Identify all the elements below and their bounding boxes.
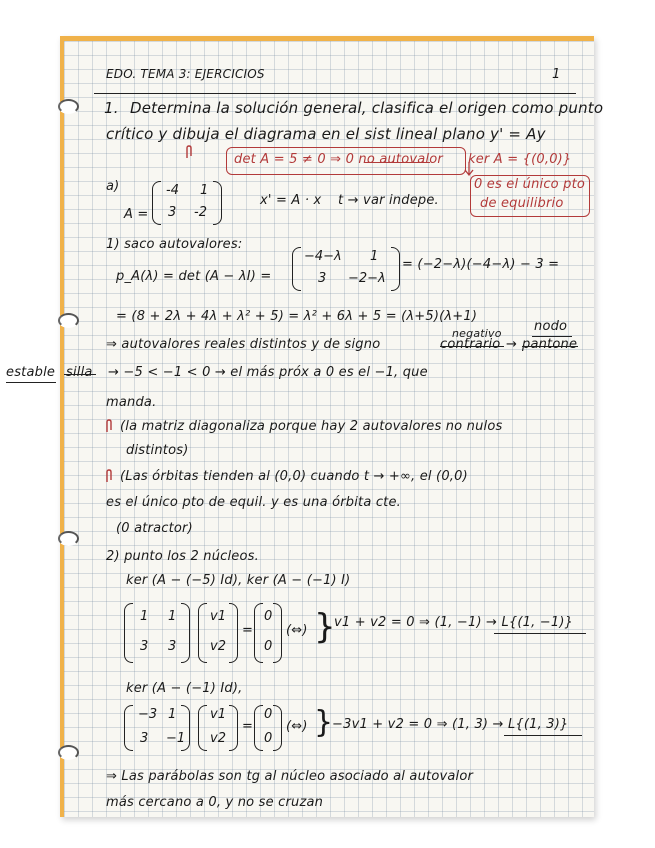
strike-mark	[364, 162, 430, 163]
matrix-a-cell: -2	[194, 205, 207, 220]
ker-line: ker A = {(0,0)}	[468, 152, 572, 167]
step2-title: 2) punto los 2 núcleos.	[106, 549, 259, 564]
span2-underline	[504, 735, 582, 736]
system1-vec-cell: v2	[210, 639, 226, 654]
matrix-a-cell: -4	[166, 183, 179, 198]
arrow-tail: →	[506, 337, 518, 352]
iff-sign: (⇔)	[286, 623, 308, 638]
independent-variable: t → var indepe.	[338, 193, 439, 208]
final-line-2: más cercano a 0, y no se cruzan	[106, 795, 324, 810]
system2-equation: −3v1 + v2 = 0 ⇒ (1, 3) → L{(1, 3)}	[332, 717, 569, 732]
system1-rhs-cell: 0	[264, 609, 273, 624]
down-arrow-icon	[462, 161, 476, 177]
expansion-line: = (8 + 2λ + 4λ + λ² + 5) = λ² + 6λ + 5 = (λ+5)(λ+1)	[116, 309, 478, 324]
system2-cell: 1	[168, 707, 177, 722]
header-underline	[94, 93, 576, 94]
silla-struck: silla	[66, 365, 93, 380]
system1-cell: 1	[168, 609, 177, 624]
system2-matrix	[124, 705, 190, 751]
system1-matrix	[124, 603, 190, 663]
strike-mark	[440, 346, 504, 347]
system1-rhs	[254, 603, 282, 663]
strike-mark	[64, 374, 96, 375]
system2-cell: 3	[140, 731, 149, 746]
page-number: 1	[552, 67, 561, 82]
diag-note-1: (la matriz diagonaliza porque hay 2 autovalores no nulos	[120, 419, 503, 434]
paperclip-icon	[104, 419, 114, 433]
char-matrix-cell: −2−λ	[348, 271, 386, 286]
part-a-label: a)	[106, 179, 120, 194]
step1-title: 1) saco autovalores:	[106, 237, 243, 252]
char-poly-matrix	[292, 247, 400, 291]
char-matrix-cell: −4−λ	[304, 249, 342, 264]
equals-sign: =	[242, 623, 254, 638]
char-poly-right: = (−2−λ)(−4−λ) − 3 =	[402, 257, 560, 272]
char-matrix-cell: 1	[370, 249, 379, 264]
binder-hole	[58, 745, 79, 760]
binder-hole	[58, 313, 79, 328]
binder-hole	[58, 99, 79, 114]
kernels-line: ker (A − (−5) Id), ker (A − (−1) I)	[126, 573, 351, 588]
system1-cell: 3	[168, 639, 177, 654]
estable-underline	[6, 382, 56, 383]
brace-icon: }	[314, 705, 334, 740]
orbit-note-2: es el único pto de equil. y es una órbita cte.	[106, 495, 402, 510]
conclusion-line: ⇒ autovalores reales distintos y de signo	[106, 337, 381, 352]
pantone-struck: pantone	[522, 337, 578, 352]
system2-cell: −1	[166, 731, 186, 746]
brace-icon: }	[314, 607, 336, 647]
paperclip-icon	[104, 469, 114, 483]
nodo-label: nodo	[534, 319, 568, 334]
system2-rhs	[254, 705, 282, 751]
system2-rhs-cell: 0	[264, 731, 273, 746]
manda-line: manda.	[106, 395, 157, 410]
estable-label: estable	[6, 365, 56, 380]
negativo-note: negativo	[452, 327, 502, 340]
system1-equation: v1 + v2 = 0 ⇒ (1, −1) → L{(1, −1)}	[334, 615, 574, 630]
unique-line-2: de equilibrio	[480, 196, 564, 211]
system1-vector	[198, 603, 238, 663]
system2-vec-cell: v2	[210, 731, 226, 746]
system1-cell: 1	[140, 609, 149, 624]
char-matrix-cell: 3	[318, 271, 327, 286]
statement-line-2: crítico y dibuja el diagrama en el sist lineal plano y' = Ay	[106, 125, 546, 143]
eigen-order-line: → −5 < −1 < 0 → el más próx a 0 es el −1, que	[108, 365, 428, 380]
unique-line-1: 0 es el único pto	[474, 177, 586, 192]
statement-line-1: Determina la solución general, clasifica el origen como punto	[130, 99, 604, 117]
header-title: EDO. TEMA 3: EJERCICIOS	[106, 67, 265, 81]
orbit-note-3: (0 atractor)	[116, 521, 193, 536]
span1-underline	[494, 633, 586, 634]
system1-vec-cell: v1	[210, 609, 226, 624]
orbit-note-1: (Las órbitas tienden al (0,0) cuando t → +∞, el (0,0)	[120, 469, 468, 484]
system2-rhs-cell: 0	[264, 707, 273, 722]
diag-note-2: distintos)	[126, 443, 189, 458]
matrix-a-cell: 3	[168, 205, 177, 220]
char-poly-left: p_A(λ) = det (A − λI) =	[116, 269, 272, 284]
matrix-a-cell: 1	[200, 183, 209, 198]
matrix-a	[152, 181, 222, 225]
contrario-struck: contrario	[440, 337, 501, 352]
system2-cell: −3	[138, 707, 158, 722]
iff-sign: (⇔)	[286, 719, 308, 734]
system2-vector	[198, 705, 238, 751]
system1-rhs-cell: 0	[264, 639, 273, 654]
matrix-name: A =	[124, 207, 149, 222]
paperclip-icon	[184, 145, 194, 159]
equals-sign: =	[242, 719, 254, 734]
system1-cell: 3	[140, 639, 149, 654]
system-equation: x' = A · x	[260, 193, 322, 208]
binder-hole	[58, 531, 79, 546]
notebook-page	[6, 36, 604, 817]
system2-vec-cell: v1	[210, 707, 226, 722]
det-line: det A = 5 ≠ 0 ⇒ 0 no autovalor	[234, 152, 443, 167]
strike-mark	[522, 346, 578, 347]
final-line-1: ⇒ Las parábolas son tg al núcleo asociado al autovalor	[106, 769, 474, 784]
ker2-label: ker (A − (−1) Id),	[126, 681, 243, 696]
exercise-number: 1.	[104, 99, 119, 117]
